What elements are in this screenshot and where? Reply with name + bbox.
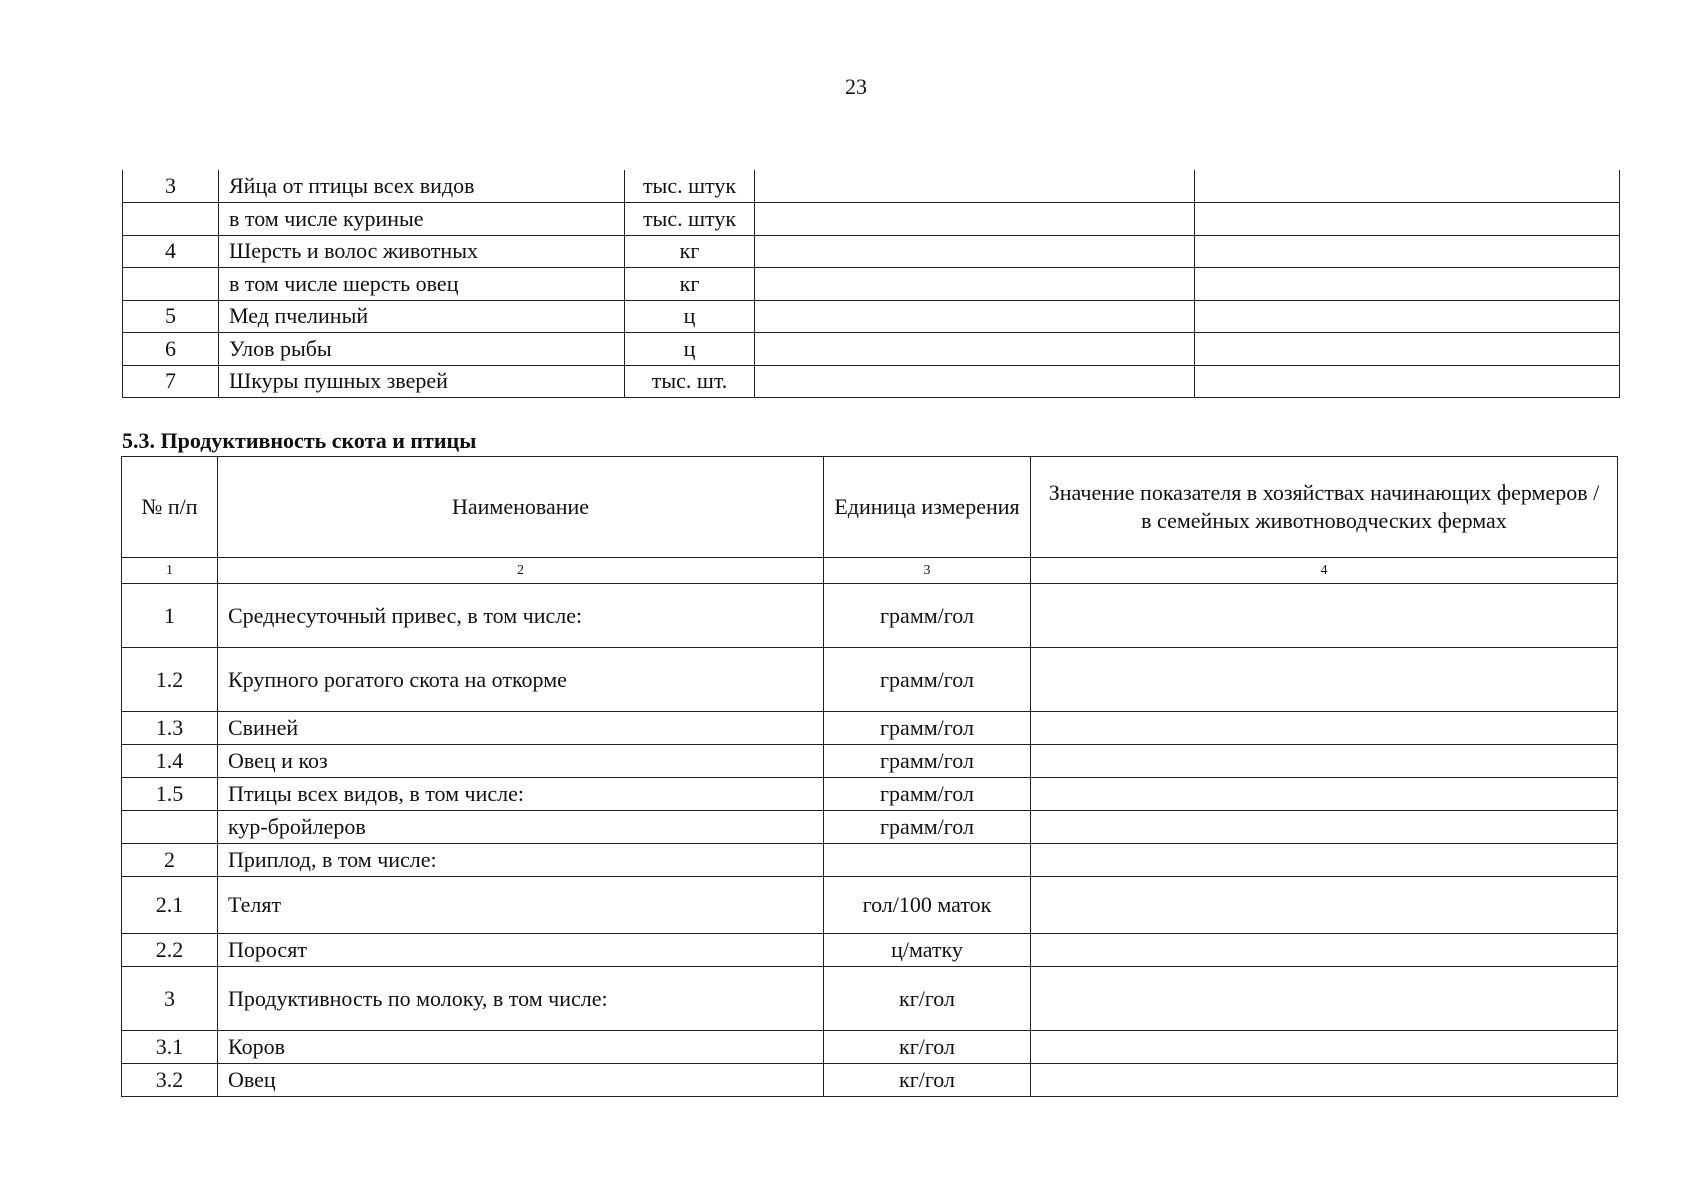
row-unit: кг <box>625 268 755 301</box>
table-row <box>122 712 1618 745</box>
top-table <box>122 170 1620 398</box>
value-cell <box>1031 967 1618 1031</box>
row-unit <box>824 844 1031 877</box>
value-cell <box>1195 235 1620 268</box>
value-cell <box>755 333 1195 366</box>
value-cell <box>1031 712 1618 745</box>
row-name: Продуктивность по молоку, в том числе: <box>218 967 824 1031</box>
row-number: 3 <box>122 967 218 1031</box>
table-row <box>122 1064 1618 1097</box>
row-unit: тыс. штук <box>625 203 755 236</box>
table-row <box>123 235 1620 268</box>
table-row <box>123 170 1620 203</box>
row-number: 1.4 <box>122 745 218 778</box>
row-unit: грамм/гол <box>824 648 1031 712</box>
row-name: Улов рыбы <box>219 333 625 366</box>
row-number: 1.5 <box>122 778 218 811</box>
value-cell <box>1195 333 1620 366</box>
value-cell <box>1195 300 1620 333</box>
row-name: Крупного рогатого скота на откорме <box>218 648 824 712</box>
row-unit: кг <box>625 235 755 268</box>
row-number: 1.3 <box>122 712 218 745</box>
table-row <box>122 877 1618 934</box>
table-row <box>122 1031 1618 1064</box>
row-number: 6 <box>123 333 219 366</box>
table-row <box>123 365 1620 398</box>
row-unit: грамм/гол <box>824 811 1031 844</box>
table-row <box>122 967 1618 1031</box>
table-row <box>122 745 1618 778</box>
row-name: Шкуры пушных зверей <box>219 365 625 398</box>
row-name: Среднесуточный привес, в том числе: <box>218 584 824 648</box>
row-unit: гол/100 маток <box>824 877 1031 934</box>
column-number-row <box>122 558 1618 584</box>
table-row <box>123 300 1620 333</box>
table-row <box>123 268 1620 301</box>
row-unit: ц <box>625 300 755 333</box>
row-name: Телят <box>218 877 824 934</box>
value-cell <box>1031 778 1618 811</box>
row-number: 2 <box>122 844 218 877</box>
value-cell <box>1195 365 1620 398</box>
header-unit: Единица измерения <box>824 457 1031 558</box>
value-cell <box>1031 934 1618 967</box>
value-cell <box>1031 745 1618 778</box>
value-cell <box>1031 877 1618 934</box>
row-number: 2.1 <box>122 877 218 934</box>
value-cell <box>755 203 1195 236</box>
row-number: 1 <box>122 584 218 648</box>
row-name: в том числе шерсть овец <box>219 268 625 301</box>
column-number: 2 <box>218 558 824 584</box>
value-cell <box>755 268 1195 301</box>
page-number: 23 <box>845 74 867 99</box>
row-unit: грамм/гол <box>824 778 1031 811</box>
row-number: 3.1 <box>122 1031 218 1064</box>
row-number: 3 <box>123 170 219 203</box>
value-cell <box>1195 170 1620 203</box>
row-number: 1.2 <box>122 648 218 712</box>
row-unit: тыс. штук <box>625 170 755 203</box>
row-name: Яйца от птицы всех видов <box>219 170 625 203</box>
table-row <box>122 934 1618 967</box>
row-name: Овец и коз <box>218 745 824 778</box>
row-unit: кг/гол <box>824 1064 1031 1097</box>
row-number: 3.2 <box>122 1064 218 1097</box>
row-name: в том числе куриные <box>219 203 625 236</box>
row-unit: грамм/гол <box>824 712 1031 745</box>
value-cell <box>755 365 1195 398</box>
value-cell <box>1031 1064 1618 1097</box>
value-cell <box>1031 844 1618 877</box>
column-number: 4 <box>1031 558 1618 584</box>
row-name: Шерсть и волос животных <box>219 235 625 268</box>
table-row <box>122 778 1618 811</box>
row-name: Коров <box>218 1031 824 1064</box>
row-unit: ц <box>625 333 755 366</box>
header-row <box>122 457 1618 558</box>
row-name: кур-бройлеров <box>218 811 824 844</box>
value-cell <box>1031 648 1618 712</box>
value-cell <box>1195 268 1620 301</box>
table-row <box>122 811 1618 844</box>
value-cell <box>1031 584 1618 648</box>
row-name: Птицы всех видов, в том числе: <box>218 778 824 811</box>
row-unit: грамм/гол <box>824 745 1031 778</box>
table-row <box>122 844 1618 877</box>
value-cell <box>1031 1031 1618 1064</box>
value-cell <box>1195 203 1620 236</box>
row-number: 7 <box>123 365 219 398</box>
header-number: № п/п <box>122 457 218 558</box>
section-title: 5.3. Продуктивность скота и птицы <box>122 428 477 453</box>
row-name: Мед пчелиный <box>219 300 625 333</box>
table-row <box>123 333 1620 366</box>
value-cell <box>755 170 1195 203</box>
row-name: Овец <box>218 1064 824 1097</box>
row-name: Приплод, в том числе: <box>218 844 824 877</box>
row-number <box>123 268 219 301</box>
table-row <box>122 648 1618 712</box>
row-name: Свиней <box>218 712 824 745</box>
row-unit: кг/гол <box>824 1031 1031 1064</box>
table-row <box>122 584 1618 648</box>
column-number: 3 <box>824 558 1031 584</box>
row-name: Поросят <box>218 934 824 967</box>
value-cell <box>755 235 1195 268</box>
row-number: 2.2 <box>122 934 218 967</box>
header-name: Наименование <box>218 457 824 558</box>
table-row <box>123 203 1620 236</box>
productivity-table <box>121 456 1618 1097</box>
value-cell <box>1031 811 1618 844</box>
row-unit: тыс. шт. <box>625 365 755 398</box>
row-number: 4 <box>123 235 219 268</box>
row-number: 5 <box>123 300 219 333</box>
value-cell <box>755 300 1195 333</box>
column-number: 1 <box>122 558 218 584</box>
row-unit: грамм/гол <box>824 584 1031 648</box>
row-number <box>122 811 218 844</box>
row-unit: ц/матку <box>824 934 1031 967</box>
row-unit: кг/гол <box>824 967 1031 1031</box>
row-number <box>123 203 219 236</box>
header-value: Значение показателя в хозяйствах начинающих фермеров / в семейных животноводческих фермах <box>1031 457 1618 558</box>
